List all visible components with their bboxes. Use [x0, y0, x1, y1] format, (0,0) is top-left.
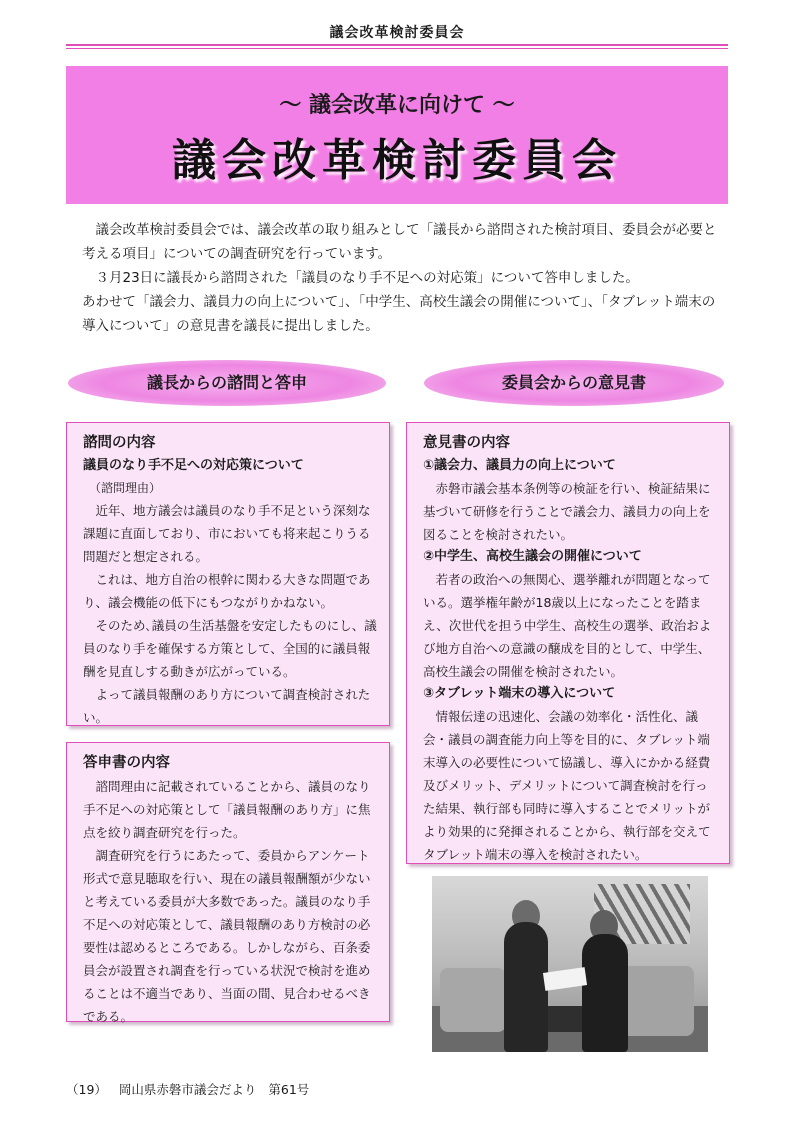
intro-paragraph: あわせて「議会力、議員力の向上について」、「中学生、高校生議会の開催について」、「タブレット端末の導入について」の意見書を議長に提出しました。	[82, 294, 716, 334]
title-banner	[66, 66, 728, 204]
intro-text	[82, 218, 722, 338]
inquiry-paragraph: 近年、地方議会は議員のなり手不足という深刻な課題に直面しており、市においても将来起こりうる問題だと想定される。	[83, 503, 371, 564]
person-left	[504, 922, 548, 1052]
handover-photo	[432, 876, 708, 1052]
inquiry-paragraph: これは、地方自治の根幹に関わる大きな問題であり、議会機能の低下にもつながりかねない。	[83, 572, 371, 610]
inquiry-box	[66, 422, 390, 726]
page-footer	[66, 1080, 317, 1098]
document-handover	[543, 967, 587, 991]
issue-number: 第61号	[268, 1082, 310, 1097]
person-right	[582, 934, 628, 1052]
page-number: （19）	[66, 1082, 107, 1097]
opinion-box	[406, 422, 730, 864]
intro-paragraph: 議会改革検討委員会では、議会改革の取り組みとして「議長から諮問された検討項目、委員会が必要と考える項目」についての調査研究を行っています。	[82, 222, 717, 262]
intro-paragraph: ３月23日に議長から諮問された「議員のなり手不足への対応策」について答申しました。	[95, 270, 639, 286]
opinion-item-body: 若者の政治への無関心、選挙離れが問題となっている。選挙権年齢が18歳以上になったことを踏まえ、次世代を担う中学生、高校生の選挙、政治および地方自治への意識の醸成を目的として、中学生、高校生議会の開催を検討されたい。	[423, 572, 712, 679]
inquiry-paragraph: よって議員報酬のあり方について調査検討されたい。	[83, 687, 371, 725]
armchair-right	[622, 966, 694, 1036]
opinion-item-title: ②中学生、高校生議会の開催について	[423, 549, 642, 564]
answer-heading: 答申書の内容	[83, 755, 170, 771]
opinion-item-body: 情報伝達の迅速化、会議の効率化・活性化、議会・議員の調査能力向上等を目的に、タブレット端末導入の必要性について協議し、導入にかかる経費及びメリット、デメリットについて調査検討を行った結果、執行部も同時に導入することでメリットがより効果的に発揮されることから、執行部を交えてタブレット端末の導入を検討されたい。	[423, 709, 711, 862]
opinion-item-body: 赤磐市議会基本条例等の検証を行い、検証結果に基づいて研修を行うことで議会力、議員力の向上を図ることを検討されたい。	[423, 481, 711, 542]
inquiry-subheading: 議員のなり手不足への対応策について	[83, 458, 304, 473]
running-header: 議会改革検討委員会	[329, 25, 465, 41]
answer-box	[66, 742, 390, 1022]
answer-paragraph: 諮問理由に記載されていることから、議員のなり手不足への対応策として「議員報酬のあり方」に焦点を絞り調査研究を行った。	[83, 779, 371, 840]
section-title-opinion: 委員会からの意見書	[424, 360, 724, 406]
opinion-item-title: ③タブレット端末の導入について	[423, 686, 616, 701]
section-title-inquiry: 議長からの諮問と答申	[68, 360, 386, 406]
banner-subtitle: ～ 議会改革に向けて ～	[279, 93, 515, 118]
inquiry-paragraph: そのため､議員の生活基盤を安定したものにし、議員のなり手を確保する方策として、全国的に議員報酬を見直しする動きが広がっている。	[83, 618, 377, 679]
header-rule-thin	[66, 48, 728, 49]
publication-name: 岡山県赤磐市議会だより	[118, 1082, 257, 1097]
opinion-heading: 意見書の内容	[423, 435, 510, 451]
header-rule	[66, 44, 728, 46]
inquiry-heading: 諮問の内容	[83, 435, 156, 451]
banner-title: 議会改革検討委員会	[172, 135, 622, 186]
inquiry-note: （諮問理由）	[89, 481, 162, 495]
answer-paragraph: 調査研究を行うにあたって、委員からアンケート形式で意見聴取を行い、現在の議員報酬額が少ないと考えている委員が大多数であった。議員のなり手不足への対応策として、議員報酬のあり方検討の必要性は認めるところである。しかしながら、百条委員会が設置され調査を行っている状況で検討を進めることは不適当であり、当面の間、見合わせるべきである。	[83, 848, 371, 1024]
opinion-item-title: ①議会力、議員力の向上について	[423, 458, 616, 473]
armchair-left	[440, 968, 506, 1032]
